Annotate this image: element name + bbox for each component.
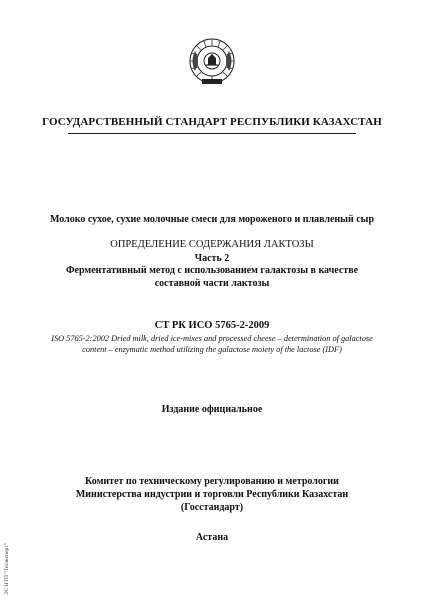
standard-number: СТ РК ИСО 5765-2-2009 [154,320,270,331]
iso-reference-line: ISO 5765-2:2002 Dried milk, dried ice-mixes and processed cheese – determination of galactose [51,334,373,343]
side-watermark-note: ЭС НТП "Техэксперт" [4,543,10,595]
committee-line: Комитет по техническому регулированию и метрологии [85,476,339,487]
publication-city: Астана [195,532,229,543]
header-divider [68,133,356,134]
document-subtitle: Молоко сухое, сухие молочные смеси для мороженого и плавленый сыр [49,214,375,225]
document-part: Часть 2 [194,253,230,264]
method-line: составной части лактозы [154,278,270,289]
document-method [0,264,424,290]
committee-line: (Госстандарт) [180,502,244,513]
iso-reference [0,333,424,355]
publisher-committee [0,475,424,514]
method-line: Ферментативный метод с использованием галактозы в качестве [65,265,359,276]
edition-label: Издание официальное [161,404,263,415]
iso-reference-line: content – enzymatic method utilizing the galactose moiety of the lactose (IDF) [82,345,342,354]
committee-line: Министерства индустрии и торговли Республики Казахстан [75,489,349,500]
header-title: ГОСУДАРСТВЕННЫЙ СТАНДАРТ РЕСПУБЛИКИ КАЗАХСТАН [42,116,382,128]
kazakhstan-state-emblem-icon [187,37,237,87]
document-main-title: ОПРЕДЕЛЕНИЕ СОДЕРЖАНИЯ ЛАКТОЗЫ [110,239,314,250]
